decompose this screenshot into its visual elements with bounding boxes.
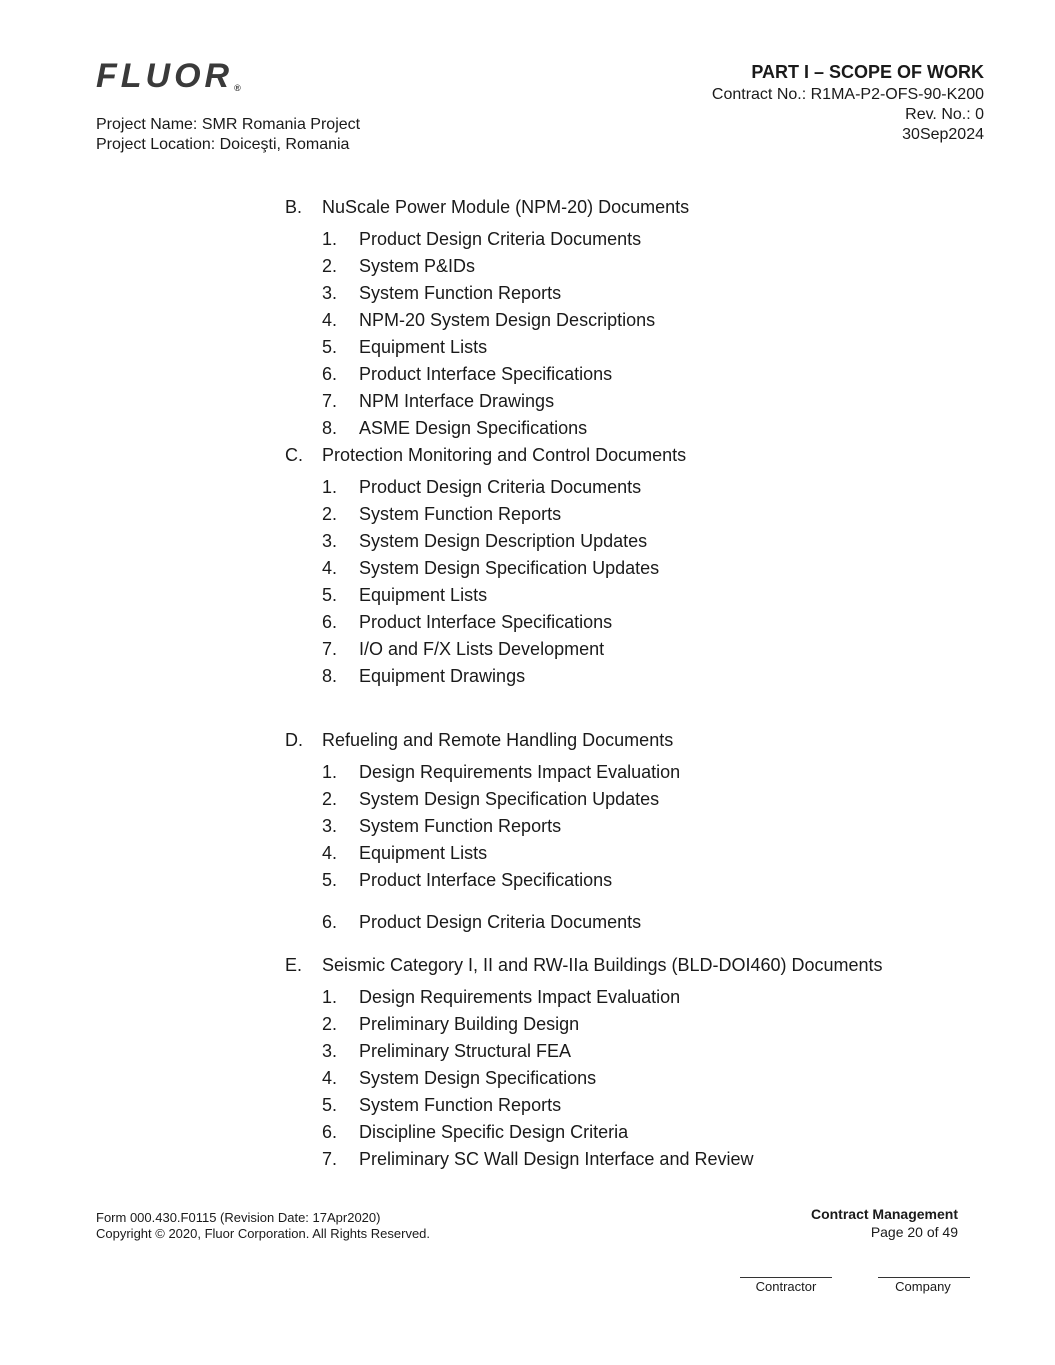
contractor-label: Contractor (755, 1279, 817, 1294)
department-label: Contract Management (810, 1206, 958, 1222)
section-d-heading: D. Refueling and Remote Handling Documents (285, 730, 674, 750)
list-item: 1. Design Requirements Impact Evaluation (322, 762, 681, 782)
company-label: Company (895, 1279, 951, 1294)
list-item: 7. NPM Interface Drawings (322, 391, 555, 411)
list-item: 8. ASME Design Specifications (322, 418, 588, 438)
list-item: 1. Product Design Criteria Documents (322, 229, 642, 249)
list-item: 3. Preliminary Structural FEA (322, 1041, 572, 1061)
list-item: 6. Discipline Specific Design Criteria (322, 1122, 629, 1142)
list-item: 8. Equipment Drawings (322, 666, 526, 686)
list-item: 5. Equipment Lists (322, 337, 488, 357)
list-item: 4. System Design Specifications (322, 1068, 597, 1088)
contractor-signature-line (740, 1277, 832, 1278)
list-item: 3. System Function Reports (322, 283, 562, 303)
list-item: 6. Product Interface Specifications (322, 612, 613, 632)
list-item: 3. System Design Description Updates (322, 531, 648, 551)
list-item: 4. NPM-20 System Design Descriptions (322, 310, 656, 330)
list-item: 1. Design Requirements Impact Evaluation (322, 987, 681, 1007)
document-title: PART I – SCOPE OF WORK (751, 62, 984, 82)
revision-number: Rev. No.: 0 (905, 106, 984, 123)
contract-number: Contract No.: R1MA-P2-OFS-90-K200 (711, 86, 984, 103)
page-number: Page 20 of 49 (870, 1224, 958, 1240)
section-c-heading: C. Protection Monitoring and Control Documents (285, 445, 687, 465)
project-location: Project Location: Doiceşti, Romania (96, 136, 350, 153)
fluor-logo: FLUOR® (96, 57, 241, 95)
list-item: 1. Product Design Criteria Documents (322, 477, 642, 497)
list-item: 7. I/O and F/X Lists Development (322, 639, 605, 659)
list-item: 2. System Design Specification Updates (322, 789, 660, 809)
list-item: 7. Preliminary SC Wall Design Interface and Review (322, 1149, 754, 1169)
list-item: 2. System P&IDs (322, 256, 476, 276)
project-name: Project Name: SMR Romania Project (96, 116, 361, 133)
list-item: 4. System Design Specification Updates (322, 558, 660, 578)
section-e-heading: E. Seismic Category I, II and RW-IIa Buildings (BLD-DOI460) Documents (285, 955, 883, 975)
list-item: 4. Equipment Lists (322, 843, 488, 863)
form-number: Form 000.430.F0115 (Revision Date: 17Apr2020) (96, 1210, 381, 1225)
company-signature-line (878, 1277, 970, 1278)
list-item: 5. Product Interface Specifications (322, 870, 613, 890)
document-date: 30Sep2024 (902, 126, 984, 143)
list-item: 2. Preliminary Building Design (322, 1014, 580, 1034)
copyright-notice: Copyright © 2020, Fluor Corporation. All Rights Reserved. (96, 1226, 431, 1241)
list-item: 2. System Function Reports (322, 504, 562, 524)
list-item: 3. System Function Reports (322, 816, 562, 836)
section-b-heading: B. NuScale Power Module (NPM-20) Documents (285, 197, 690, 217)
list-item: 6. Product Interface Specifications (322, 364, 613, 384)
list-item: 6. Product Design Criteria Documents (322, 912, 642, 932)
list-item: 5. Equipment Lists (322, 585, 488, 605)
list-item: 5. System Function Reports (322, 1095, 562, 1115)
